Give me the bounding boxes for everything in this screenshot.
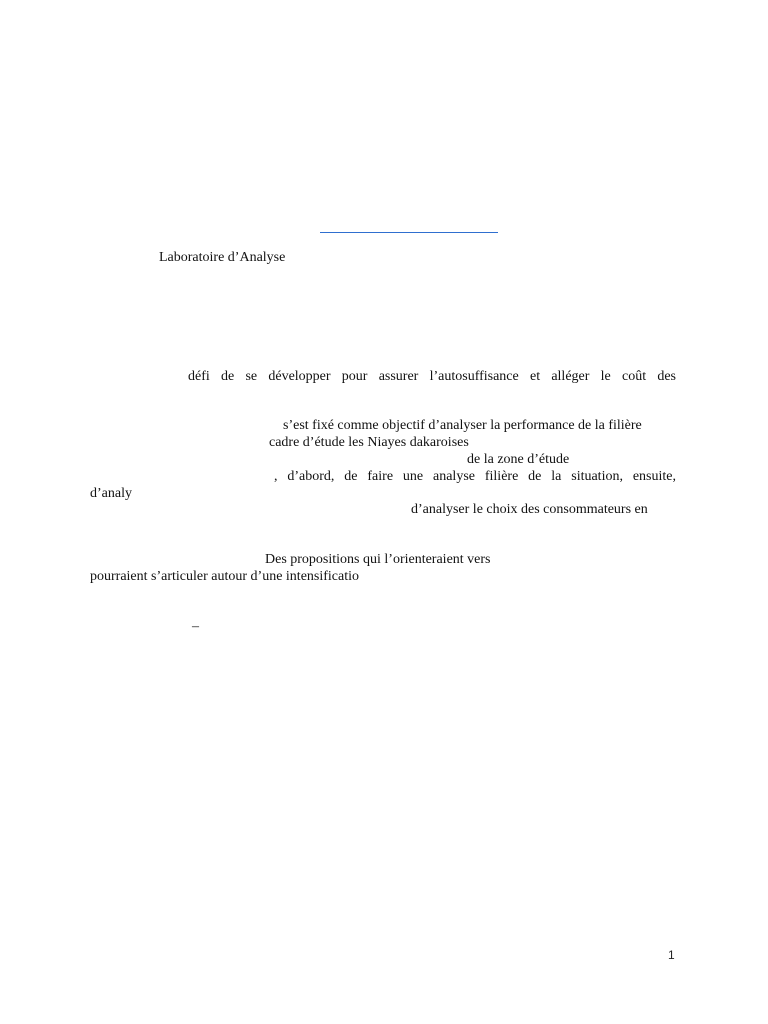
body-line-4: de la zone d’étude — [467, 452, 570, 467]
body-line-1: défi de se développer pour assurer l’autosuffisance et alléger le coût des — [188, 369, 676, 384]
hyperlink-underline[interactable] — [320, 232, 498, 233]
body-line-6: d’analy — [90, 486, 132, 501]
body-line-8: Des propositions qui l’orienteraient vers — [265, 552, 491, 567]
dash-mark: – — [192, 619, 199, 634]
body-line-2: s’est fixé comme objectif d’analyser la performance de la filière — [283, 418, 642, 433]
body-line-5: , d’abord, de faire une analyse filière de la situation, ensuite, — [274, 469, 676, 484]
body-line-9: pourraient s’articuler autour d’une intensificatio — [90, 569, 360, 584]
body-line-7: d’analyser le choix des consommateurs en — [411, 502, 648, 517]
lab-name: Laboratoire d’Analyse — [159, 250, 286, 265]
page-number: 1 — [668, 948, 675, 962]
body-line-3: cadre d’étude les Niayes dakaroises — [269, 435, 469, 450]
